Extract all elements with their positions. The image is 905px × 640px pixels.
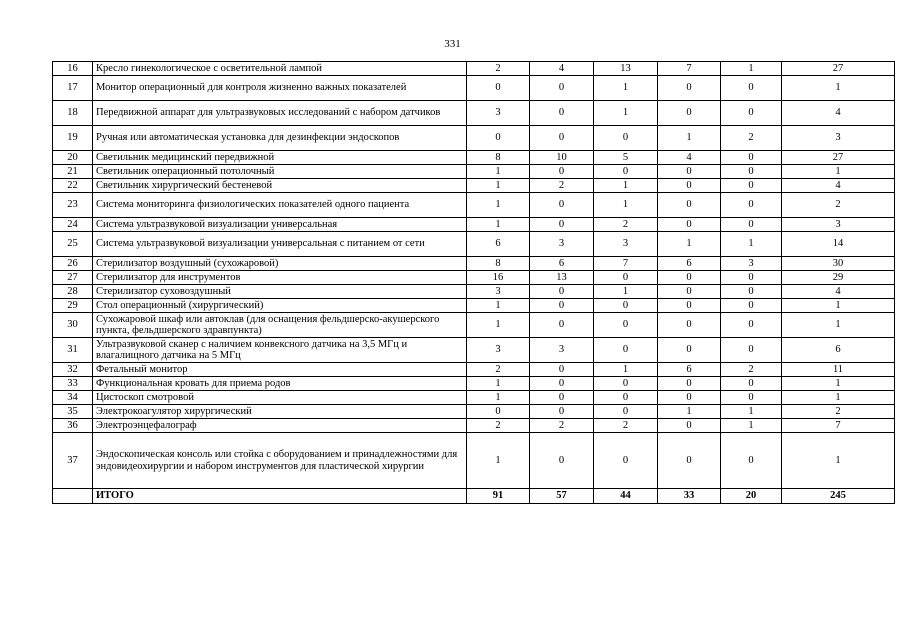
total-cell: 57 — [530, 489, 594, 504]
quantity-cell: 0 — [721, 313, 782, 338]
quantity-cell: 8 — [467, 257, 530, 271]
quantity-cell: 2 — [594, 419, 658, 433]
table-row — [53, 179, 895, 193]
quantity-cell: 0 — [530, 405, 594, 419]
quantity-cell: 0 — [658, 377, 721, 391]
equipment-table — [52, 61, 895, 504]
quantity-cell: 1 — [594, 101, 658, 126]
quantity-cell: 1 — [721, 62, 782, 76]
quantity-cell: 3 — [467, 285, 530, 299]
quantity-cell: 1 — [594, 193, 658, 218]
quantity-cell: 0 — [530, 433, 594, 489]
table-row — [53, 62, 895, 76]
quantity-cell: 1 — [467, 299, 530, 313]
quantity-cell: 1 — [467, 433, 530, 489]
quantity-cell: 0 — [467, 405, 530, 419]
quantity-cell: 0 — [658, 285, 721, 299]
quantity-cell: 1 — [467, 377, 530, 391]
row-number: 31 — [53, 338, 93, 363]
total-cell: 33 — [658, 489, 721, 504]
table-body — [53, 62, 895, 504]
table-row — [53, 419, 895, 433]
total-cell: 20 — [721, 489, 782, 504]
quantity-cell: 1 — [782, 433, 895, 489]
quantity-cell: 2 — [721, 363, 782, 377]
quantity-cell: 4 — [530, 62, 594, 76]
quantity-cell: 1 — [467, 179, 530, 193]
quantity-cell: 0 — [721, 179, 782, 193]
equipment-name: Стол операционный (хирургический) — [93, 299, 467, 313]
quantity-cell: 2 — [594, 218, 658, 232]
quantity-cell: 0 — [721, 165, 782, 179]
quantity-cell: 0 — [721, 151, 782, 165]
quantity-cell: 1 — [594, 179, 658, 193]
quantity-cell: 13 — [530, 271, 594, 285]
table-row — [53, 433, 895, 489]
row-number: 33 — [53, 377, 93, 391]
row-number: 30 — [53, 313, 93, 338]
equipment-name: Стерилизатор для инструментов — [93, 271, 467, 285]
table-row — [53, 285, 895, 299]
quantity-cell: 0 — [658, 299, 721, 313]
quantity-cell: 1 — [782, 377, 895, 391]
quantity-cell: 0 — [721, 338, 782, 363]
quantity-cell: 3 — [530, 232, 594, 257]
table-row — [53, 257, 895, 271]
quantity-cell: 1 — [782, 76, 895, 101]
quantity-cell: 0 — [530, 76, 594, 101]
equipment-name: Электрокоагулятор хирургический — [93, 405, 467, 419]
quantity-cell: 0 — [721, 391, 782, 405]
quantity-cell: 2 — [467, 363, 530, 377]
quantity-cell: 0 — [530, 193, 594, 218]
quantity-cell: 1 — [782, 313, 895, 338]
quantity-cell: 0 — [721, 76, 782, 101]
equipment-name: Стерилизатор воздушный (сухожаровой) — [93, 257, 467, 271]
quantity-cell: 1 — [782, 165, 895, 179]
quantity-cell: 0 — [594, 391, 658, 405]
quantity-cell: 1 — [658, 232, 721, 257]
row-number: 19 — [53, 126, 93, 151]
total-cell: 91 — [467, 489, 530, 504]
quantity-cell: 13 — [594, 62, 658, 76]
quantity-cell: 29 — [782, 271, 895, 285]
quantity-cell: 3 — [782, 126, 895, 151]
table-row — [53, 363, 895, 377]
equipment-name: Функциональная кровать для приема родов — [93, 377, 467, 391]
equipment-name: Ультразвуковой сканер с наличием конвексного датчика на 3,5 МГц и влагалищного датчика на 5 МГц — [93, 338, 467, 363]
table-row — [53, 299, 895, 313]
quantity-cell: 0 — [594, 433, 658, 489]
equipment-name: Цистоскоп смотровой — [93, 391, 467, 405]
quantity-cell: 1 — [721, 405, 782, 419]
quantity-cell: 1 — [782, 391, 895, 405]
quantity-cell: 0 — [721, 193, 782, 218]
page-number: 331 — [444, 38, 461, 50]
quantity-cell: 0 — [594, 338, 658, 363]
row-number: 22 — [53, 179, 93, 193]
quantity-cell: 0 — [467, 126, 530, 151]
equipment-name: Передвижной аппарат для ультразвуковых исследований с набором датчиков — [93, 101, 467, 126]
quantity-cell: 0 — [530, 218, 594, 232]
row-number: 16 — [53, 62, 93, 76]
equipment-name: Светильник медицинский передвижной — [93, 151, 467, 165]
quantity-cell: 1 — [782, 299, 895, 313]
quantity-cell: 1 — [721, 232, 782, 257]
quantity-cell: 6 — [658, 257, 721, 271]
quantity-cell: 2 — [782, 193, 895, 218]
table-row — [53, 165, 895, 179]
quantity-cell: 0 — [594, 165, 658, 179]
quantity-cell: 1 — [658, 405, 721, 419]
quantity-cell: 0 — [658, 193, 721, 218]
quantity-cell: 0 — [530, 299, 594, 313]
quantity-cell: 7 — [594, 257, 658, 271]
equipment-name: Система ультразвуковой визуализации универсальная — [93, 218, 467, 232]
quantity-cell: 0 — [530, 313, 594, 338]
quantity-cell: 16 — [467, 271, 530, 285]
quantity-cell: 10 — [530, 151, 594, 165]
quantity-cell: 0 — [658, 218, 721, 232]
quantity-cell: 6 — [530, 257, 594, 271]
quantity-cell: 0 — [721, 271, 782, 285]
quantity-cell: 3 — [467, 101, 530, 126]
quantity-cell: 0 — [594, 126, 658, 151]
quantity-cell: 1 — [594, 363, 658, 377]
equipment-name: Сухожаровой шкаф или автоклав (для оснащения фельдшерско-акушерского пункта, фельдшерского здравпункта) — [93, 313, 467, 338]
total-row — [53, 489, 895, 504]
quantity-cell: 3 — [530, 338, 594, 363]
quantity-cell: 2 — [467, 419, 530, 433]
quantity-cell: 0 — [658, 313, 721, 338]
row-number: 24 — [53, 218, 93, 232]
quantity-cell: 2 — [782, 405, 895, 419]
equipment-name: Монитор операционный для контроля жизненно важных показателей — [93, 76, 467, 101]
row-number: 35 — [53, 405, 93, 419]
quantity-cell: 0 — [658, 391, 721, 405]
quantity-cell: 2 — [530, 419, 594, 433]
equipment-name: Светильник хирургический бестеневой — [93, 179, 467, 193]
quantity-cell: 1 — [467, 218, 530, 232]
quantity-cell: 2 — [721, 126, 782, 151]
quantity-cell: 7 — [658, 62, 721, 76]
quantity-cell: 0 — [658, 433, 721, 489]
quantity-cell: 0 — [530, 363, 594, 377]
row-number: 17 — [53, 76, 93, 101]
quantity-cell: 3 — [721, 257, 782, 271]
row-number: 21 — [53, 165, 93, 179]
row-number: 37 — [53, 433, 93, 489]
quantity-cell: 0 — [530, 285, 594, 299]
row-number: 27 — [53, 271, 93, 285]
equipment-name: Электроэнцефалограф — [93, 419, 467, 433]
quantity-cell: 0 — [721, 285, 782, 299]
quantity-cell: 0 — [721, 299, 782, 313]
quantity-cell: 0 — [658, 419, 721, 433]
quantity-cell: 1 — [467, 165, 530, 179]
quantity-cell: 0 — [530, 165, 594, 179]
quantity-cell: 4 — [782, 179, 895, 193]
row-number: 29 — [53, 299, 93, 313]
row-number: 34 — [53, 391, 93, 405]
quantity-cell: 1 — [467, 193, 530, 218]
table-row — [53, 271, 895, 285]
quantity-cell: 0 — [658, 271, 721, 285]
quantity-cell: 27 — [782, 151, 895, 165]
quantity-cell: 0 — [594, 271, 658, 285]
quantity-cell: 0 — [594, 313, 658, 338]
row-number: 23 — [53, 193, 93, 218]
row-number: 25 — [53, 232, 93, 257]
quantity-cell: 1 — [467, 391, 530, 405]
table-row — [53, 405, 895, 419]
quantity-cell: 1 — [594, 76, 658, 101]
quantity-cell: 1 — [658, 126, 721, 151]
table-row — [53, 126, 895, 151]
quantity-cell: 0 — [721, 377, 782, 391]
quantity-cell: 4 — [782, 285, 895, 299]
quantity-cell: 4 — [658, 151, 721, 165]
table-row — [53, 101, 895, 126]
quantity-cell: 0 — [594, 377, 658, 391]
table-row — [53, 377, 895, 391]
quantity-cell: 0 — [467, 76, 530, 101]
quantity-cell: 3 — [782, 218, 895, 232]
total-label: ИТОГО — [93, 489, 467, 504]
quantity-cell: 0 — [594, 405, 658, 419]
table-row — [53, 76, 895, 101]
equipment-name: Фетальный монитор — [93, 363, 467, 377]
row-number: 18 — [53, 101, 93, 126]
table-row — [53, 391, 895, 405]
table-row — [53, 313, 895, 338]
table-row — [53, 338, 895, 363]
row-number: 26 — [53, 257, 93, 271]
quantity-cell: 1 — [467, 313, 530, 338]
quantity-cell: 0 — [530, 126, 594, 151]
equipment-name: Светильник операционный потолочный — [93, 165, 467, 179]
equipment-name: Ручная или автоматическая установка для дезинфекции эндоскопов — [93, 126, 467, 151]
quantity-cell: 0 — [658, 76, 721, 101]
table-row — [53, 151, 895, 165]
equipment-name: Система ультразвуковой визуализации универсальная с питанием от сети — [93, 232, 467, 257]
quantity-cell: 2 — [467, 62, 530, 76]
quantity-cell: 5 — [594, 151, 658, 165]
quantity-cell: 0 — [594, 299, 658, 313]
table-row — [53, 193, 895, 218]
total-number — [53, 489, 93, 504]
quantity-cell: 30 — [782, 257, 895, 271]
equipment-name: Система мониторинга физиологических показателей одного пациента — [93, 193, 467, 218]
total-cell: 245 — [782, 489, 895, 504]
quantity-cell: 0 — [530, 101, 594, 126]
row-number: 20 — [53, 151, 93, 165]
quantity-cell: 8 — [467, 151, 530, 165]
equipment-name: Кресло гинекологическое с осветительной лампой — [93, 62, 467, 76]
quantity-cell: 3 — [467, 338, 530, 363]
row-number: 36 — [53, 419, 93, 433]
quantity-cell: 1 — [721, 419, 782, 433]
quantity-cell: 1 — [594, 285, 658, 299]
total-cell: 44 — [594, 489, 658, 504]
quantity-cell: 7 — [782, 419, 895, 433]
quantity-cell: 6 — [658, 363, 721, 377]
quantity-cell: 6 — [467, 232, 530, 257]
row-number: 28 — [53, 285, 93, 299]
quantity-cell: 0 — [658, 338, 721, 363]
quantity-cell: 6 — [782, 338, 895, 363]
quantity-cell: 0 — [721, 433, 782, 489]
table-row — [53, 218, 895, 232]
quantity-cell: 0 — [530, 391, 594, 405]
table-row — [53, 232, 895, 257]
row-number: 32 — [53, 363, 93, 377]
quantity-cell: 0 — [658, 179, 721, 193]
quantity-cell: 0 — [721, 101, 782, 126]
quantity-cell: 27 — [782, 62, 895, 76]
quantity-cell: 0 — [658, 101, 721, 126]
equipment-name: Эндоскопическая консоль или стойка с оборудованием и принадлежностями для эндовидеохирургии и набором инструментов для пластической хирургии — [93, 433, 467, 489]
quantity-cell: 14 — [782, 232, 895, 257]
quantity-cell: 3 — [594, 232, 658, 257]
quantity-cell: 0 — [530, 377, 594, 391]
quantity-cell: 11 — [782, 363, 895, 377]
quantity-cell: 0 — [658, 165, 721, 179]
quantity-cell: 4 — [782, 101, 895, 126]
quantity-cell: 2 — [530, 179, 594, 193]
equipment-name: Стерилизатор суховоздушный — [93, 285, 467, 299]
quantity-cell: 0 — [721, 218, 782, 232]
